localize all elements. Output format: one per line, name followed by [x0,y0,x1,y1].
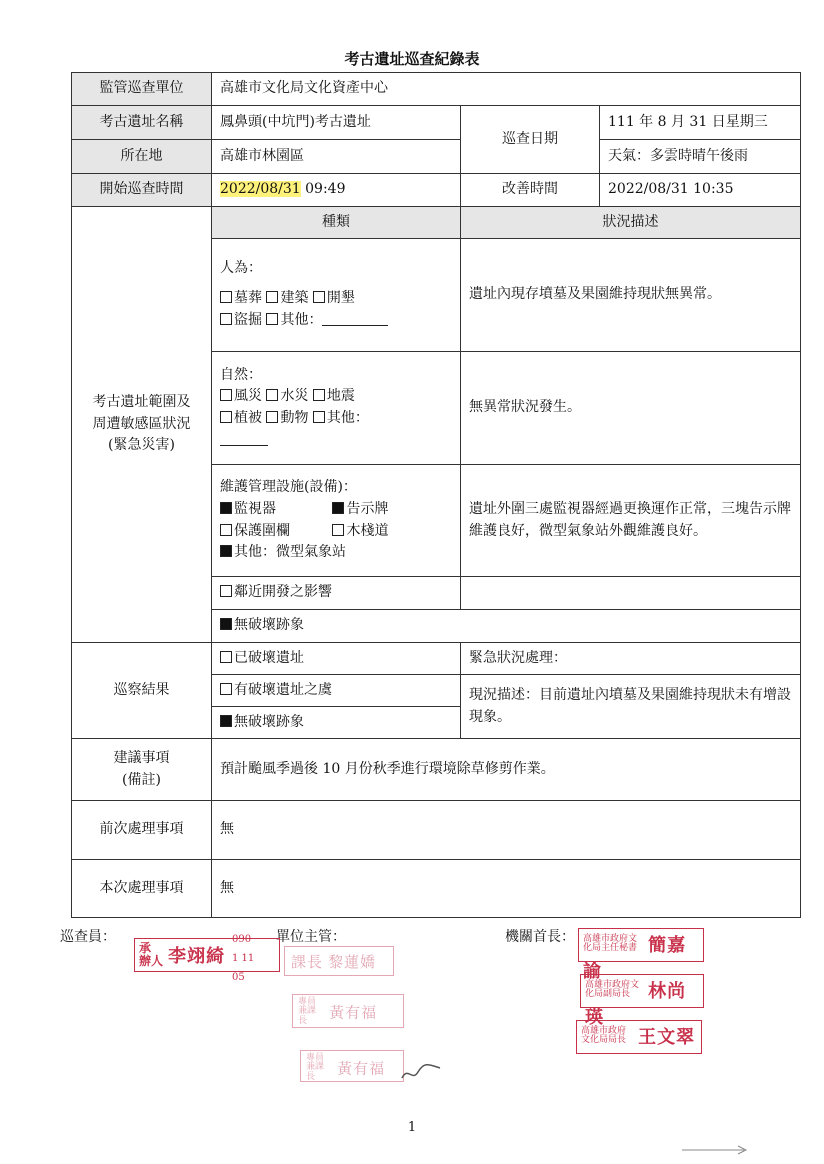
head-stamp-2: 高雄市政府文化局副局長 林尚瑛 [580,974,704,1008]
start-time-label: 開始巡查時間 [72,174,212,207]
location-value: 高雄市林園區 [212,140,461,174]
checkbox-no-damage[interactable] [220,715,232,727]
checkbox-tomb[interactable] [220,291,232,303]
natural-factors-description: 無異常狀況發生。 [461,352,801,465]
inspector-stamp: 承 辦人 李翊綺 [134,938,280,972]
head-stamp-1: 高雄市政府文化局主任秘書 簡嘉諭 [578,928,704,962]
checkbox-survey-no-damage[interactable] [220,618,232,630]
improve-time-label: 改善時間 [461,174,600,207]
checkbox-damage-risk[interactable] [220,683,232,695]
checkbox-vegetation[interactable] [220,411,232,423]
checkbox-earthquake[interactable] [313,389,325,401]
inspection-date-label: 巡查日期 [461,106,600,174]
description-column-header: 狀況描述 [461,207,801,239]
nearby-development-cell: 鄰近開發之影響 [212,577,461,610]
human-factors-cell: 人為： 墓葬 建築 開墾 盜掘 其他： [212,239,461,352]
result-label: 巡察結果 [72,643,212,739]
inspector-handwritten-date: 0901 1105 [232,934,255,983]
checkbox-damaged[interactable] [220,651,232,663]
nearby-development-description [461,577,801,610]
checkbox-human-other[interactable] [266,313,278,325]
current-action-value: 無 [212,860,801,918]
emergency-handling: 緊急狀況處理： [461,643,801,675]
unit-label: 監管巡查單位 [72,73,212,106]
human-factors-title: 人為： [220,260,262,277]
type-column-header: 種類 [212,207,461,239]
checkbox-looting[interactable] [220,313,232,325]
result-damaged-cell: 已破壞遺址 [212,643,461,675]
suggestion-value: 預計颱風季過後 10 月份秋季進行環境除草修剪作業。 [212,739,801,801]
facilities-cell: 維護管理設施(設備)： 監視器 告示牌 保護圍欄 木棧道 其他：微型氣象站 [212,465,461,577]
weather-value: 天氣：多雲時晴午後雨 [600,140,801,174]
site-name-value: 鳳鼻頭(中坑門)考古遺址 [212,106,461,140]
checkbox-typhoon[interactable] [220,389,232,401]
start-time-value [212,174,461,207]
checkbox-signboard[interactable] [332,502,344,514]
checkbox-building[interactable] [266,291,278,303]
head-stamp-3: 高雄市政府文化局局長 王文翠 [576,1020,702,1054]
inspector-label: 巡查員： [60,929,116,945]
checkbox-cctv[interactable] [220,502,232,514]
supervisor-label: 單位主管： [276,929,346,945]
current-status-description: 現況描述：目前遺址內墳墓及果園維持現狀未有增設現象。 [461,675,801,739]
page-number: 1 [407,1120,417,1135]
site-name-label: 考古遺址名稱 [72,106,212,140]
start-date-highlight: 2022/08/31 [220,181,301,198]
facilities-title: 維護管理設施(設備)： [220,479,357,496]
checkbox-natural-other[interactable] [313,411,325,423]
arrow-right-icon [680,1144,750,1156]
checkbox-animal[interactable] [266,411,278,423]
inspection-form-table [71,72,801,918]
checkbox-facility-other[interactable] [220,545,232,557]
checkbox-fence[interactable] [220,524,232,536]
checkbox-reclamation[interactable] [313,291,325,303]
previous-action-value: 無 [212,801,801,860]
location-label: 所在地 [72,140,212,174]
natural-factors-cell: 自然： 風災 水災 地震 植被 動物 其他： [212,352,461,465]
survey-section-label: 考古遺址範圍及 周遭敏感區狀況 (緊急災害) [72,207,212,643]
result-risk-cell: 有破壞遺址之虞 [212,675,461,707]
natural-factors-title: 自然： [220,366,262,383]
start-time: 09:49 [300,181,346,198]
inspection-date-value: 111 年 8 月 31 日星期三 [600,106,801,140]
document-title: 考古遺址巡查紀錄表 [344,50,480,68]
previous-action-label: 前次處理事項 [72,801,212,860]
supervisor-stamp-3: 專員兼課長 黃有福 [300,1050,404,1082]
current-action-label: 本次處理事項 [72,860,212,918]
checkbox-flood[interactable] [266,389,278,401]
human-factors-description: 遺址內現存墳墓及果園維持現狀無異常。 [461,239,801,352]
survey-no-damage-cell: 無破壞跡象 [212,610,801,643]
suggestion-label: 建議事項 (備註) [72,739,212,801]
agency-head-label: 機關首長： [505,929,575,945]
result-none-cell: 無破壞跡象 [212,707,461,739]
supervisor-stamp-1: 課長 黎蓮嬌 [284,946,394,976]
facilities-description: 遺址外圍三處監視器經過更換運作正常，三塊告示牌維護良好，微型氣象站外觀維護良好。 [461,465,801,577]
improve-time-value: 2022/08/31 10:35 [600,174,801,207]
checkbox-nearby-development[interactable] [220,585,232,597]
signature-scribble [398,1058,444,1086]
checkbox-boardwalk[interactable] [332,524,344,536]
supervisor-stamp-2: 專員兼課長 黃有福 [292,994,404,1028]
unit-value: 高雄市文化局文化資產中心 [212,73,801,106]
